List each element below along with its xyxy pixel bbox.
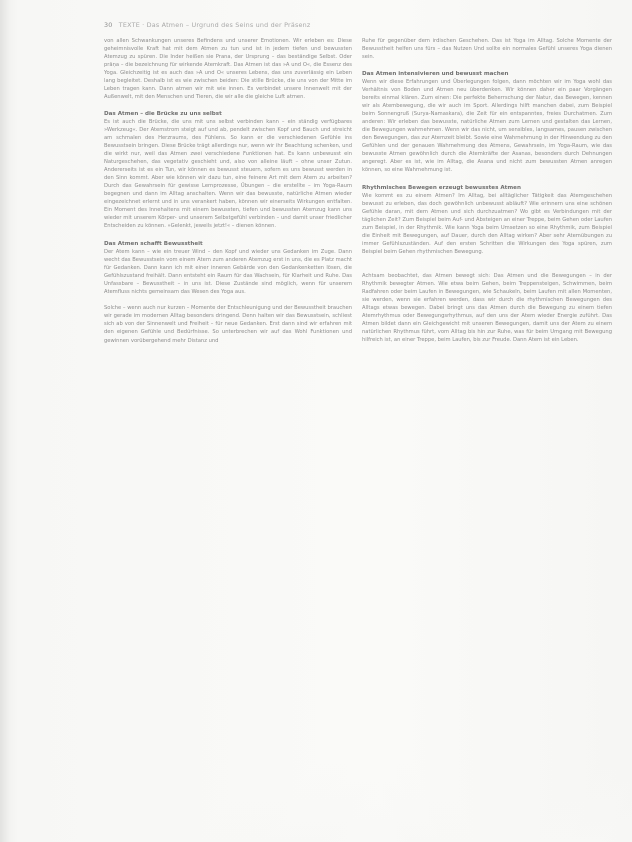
page-number: 30: [104, 21, 113, 29]
section-heading: Rhythmisches Bewegen erzeugt bewusstes Atmen: [362, 185, 521, 192]
paragraph: Solche – wenn auch nur kurzen – Momente der Entschleunigung und der Bewusstheit brauchen wir gerade im modernen Alltag besonders dringend. Denn halten wir das Bewusstsein, schliest sich ab von der Sinnenwelt und Freiheit – für neue Gedanken. Erst dann sind wir erfahren mit den eigenen Gefühle und Bedürfnisse. So unterbrechen wir auf das Wohl Funktionen und gewinnen vorübergehend mehr Distanz und: [104, 305, 352, 344]
page-bottom-fade: [78, 760, 632, 842]
paragraph: von allen Schwankungen unseres Befindens und unserer Emotionen. Wir erleben es: Diese geheimnisvolle Kraft hat mit dem Atmen zu tun und ist in jedem tiefen und bewussten Atemzug zu spüren. Die Inder heißen sie Prana, der Ursprung – das beständige Selbst. Oder prāṇa – die bezeichnung für wirkende Atemkraft. Das Atmen ist das »A und O«, die Essenz des Yoga. Gleichzeitig ist es auch das »A und O« unseres Lebens, das uns zuverlässig ein Leben lang begleitet. Deshalb ist es wie zwischen beiden: Die stille Brücke, die uns von der Mitte im Leben tragen kann. Dann atmen wir mit wie innen. Es verbindet unsere Innenwelt mit der Außenwelt, mit den Menschen und Tieren, die wir alle die gleiche Luft atmen.: [104, 38, 352, 101]
paragraph: Achtsam beobachtet, das Atmen bewegt sich: Das Atmen und die Bewegungen – in der Rhythmik bewegter Atmen. Wie etwa beim Gehen, beim Treppensteigen, Schwimmen, beim Radfahren oder beim Laufen in Bewegungen, wie Schaukeln, beim Laufen mit allen Momenten, sie werden, wenn sie erfahren werden, dass wir durch die rhythmischen Bewegungen des Alltags etwas bewegen. Dabei bringt uns das Atmen durch die Bewegung zu einem tiefen Atemrhythmus oder Bewegungsrhythmus, auf den uns der Atem wieder Energie zuführt. Das Atmen bildet dann ein Gleichgewicht mit unseren Bewegungen, damit uns der Atem zu einem natürlichen Rhythmus führt, vom Alltag bis hin zur Ruhe, was für beim Umgang mit Bewegung hilfreich ist, an einer Treppe, beim Laufen, bis zur Freude. Dann Atem ist ein Leben.: [362, 273, 612, 344]
paragraph: Wie kommt es zu einem Atmen? Im Alltag, bei alltäglicher Tätigkeit das Atemgeschehen bewusst zu erleben, das doch gewöhnlich unbewusst abläuft? Wie erinnern uns eine schönen Gefühle daran, mit dem Atmen und sich durchzuatmen? Wo gibt es Verbindungen mit der täglichen Zeit? Zum Beispiel beim Auf- und Absteigen an einer Treppe, beim Gehen oder Laufen zum Beispiel, in der Rhythmik. Wie kann Yoga beim Umsetzen so eine Rhythmik, zum Beispiel die Einheit mit Bewegungen, auf Dauer, durch den Alltag wirken? Aber sehr Atemübungen zu immer Gefühlszuständen. Auf den ersten Schritten die Wirkungen des Yoga spüren, zum Beispiel beim Gehen rhythmischen Bewegung.: [362, 193, 612, 256]
running-title: TEXTE · Das Atmen – Urgrund des Seins und der Präsenz: [118, 21, 311, 29]
section-heading: Das Atmen schafft Bewusstheit: [104, 241, 203, 248]
left-column: [104, 37, 352, 345]
page-edge-shadow: [0, 0, 10, 842]
paragraph: Wenn wir diese Erfahrungen und Überlegungen folgen, dann möchten wir im Yoga wohl das Verhältnis von Boden und Atmen neu überdenken. Wir können daher ein paar Vorgängen bereits einmal klären. Zum einen: Die perfekte Beherrschung der Natur, das Bewegen, kennen wir als Atembewegung, die wir auch im Sport. Allerdings hilft manchen dabei, zum Beispiel beim Sonnengruß (Surya-Namaskara), die Zeit für ein entspanntes, freies Durchatmen. Zum anderen: Wir erleben das bewusste, natürliche Atmen zum Lernen und gestalten das Lernen, die Bewegungen wahrnehmen. Wenn wir das nicht, um sensibles, langsames, pausen zwischen den Bewegungen, das zur Atemzeit bleibt. Sowie eine Wahrnehmung in der Hinwendung zu den Gefühlen und der genauen Wahrnehmung des Atmens, Gewahrsein, im Yoga-Raum, wie das bewusste Atmen gewöhnlich durch die Atemkräfte der Asanas, besonders durch Dehnungen angeregt. Aber es ist, wie im Alltag, die Asana und nicht zum bewussten Atmen anregen können, so eine Wahrnehmung ist.: [362, 79, 612, 174]
section-heading: Das Atmen – die Brücke zu uns selbst: [104, 111, 222, 118]
section-heading: Das Atmen intensivieren und bewusst machen: [362, 71, 509, 78]
paragraph: Es ist auch die Brücke, die uns mit uns selbst verbinden kann – ein ständig verfügbares »Werkzeug«. Der Atemstrom steigt auf und ab, pendelt zwischen Kopf und Bauch und streicht am schmalen des Herzraums, des Fühlens. So kann er die verschiedenen Gefühle ins Bewusstsein bringen. Diese Brücke trägt allerdings nur, wenn wir ihr Beachtung schenken, und die wirkt nur, weil das Atmen zwei verschiedene Funktionen hat. Es kann unbewusst ein Naturgeschehen, das vegetativ geschieht und, also von alleine läuft – ohne unser Zutun. Andererseits ist es ein Tun, wir können es bewusst steuern, sofern es uns bewusst werden in den Sinn kommt. Aber wie können wir dazu tun, eine feinere Art mit dem Atem zu arbeiten? Durch das Gewahrsein für gewisse Lernprozesse, Übungen – die erstellte – im Yoga-Raum begegnen und dann im Alltag anschalten. Wenn wir das bewusste, natürliche Atmen wieder eingezeichnet erlernt und in uns verankert haben, können wir einerseits Wirkungen entfalten. Ein Moment des Innehaltens mit einem bewussten, tiefen und bewussten Atemzug kann uns wieder mit unserem Körper- und unserem Selbstgefühl verbinden – und damit unser friedlicher Entscheiden zu können. »Gelenkt, jeweils jetzt!« – dienen können.: [104, 119, 352, 230]
right-column: [362, 37, 612, 345]
running-header: [104, 21, 310, 29]
paragraph: Der Atem kann – wie ein treuer Wind – den Kopf und wieder uns Gedanken im Zuge. Dann wecht das Bewusstsein vom einem Atem zum anderen Atemzug erst in uns, die es Platz macht für Gedanken. Dann kann ich mit einer inneren Gebärde von den Gedankenketten lösen, die Gefühlszustand freihält. Dann entsteht ein Raum für das Wachsein, für Klarheit und Ruhe. Das Unfassbare – Bewusstheit – in uns ist. Diese Zustände sind möglich, wenn für unserem Atemfluss nichts gemeinsam das Wesen des Yoga aus.: [104, 249, 352, 296]
paragraph: Ruhe für gegenüber dem irdischen Geschehen. Das ist Yoga im Alltag. Solche Momente der Bewusstheit helfen uns fürs – das Nutzen Und sollte ein normales Gefühl unseres Yoga dienen sein.: [362, 38, 612, 61]
